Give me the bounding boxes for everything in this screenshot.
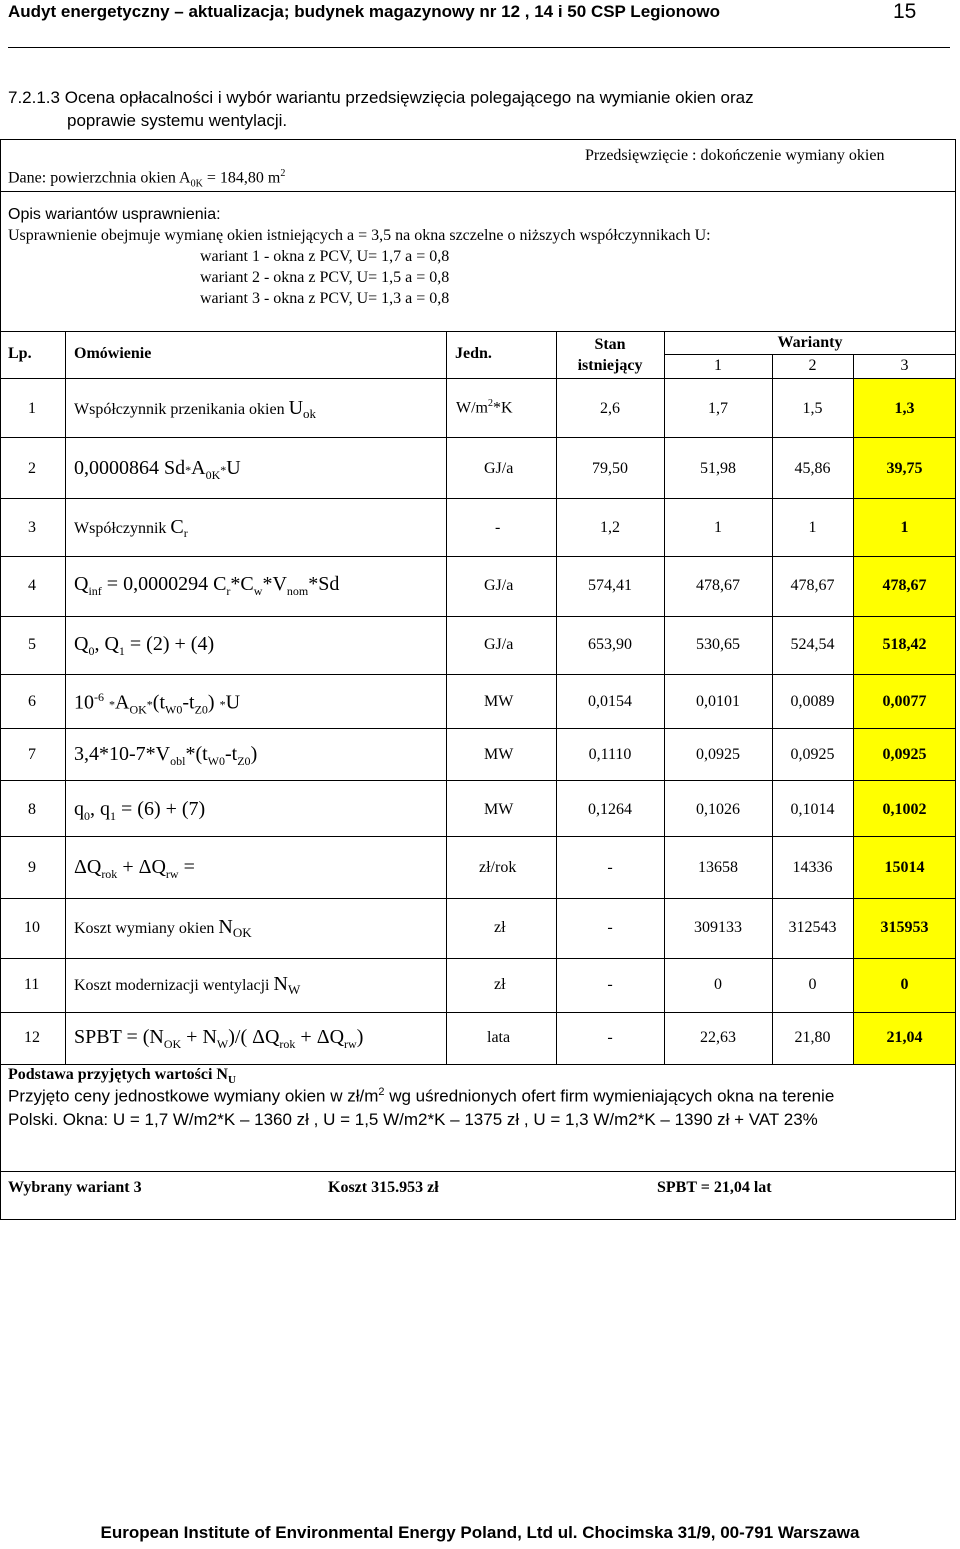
row-4-variant-2: 478,67 — [790, 577, 835, 594]
row-9-lp: 9 — [28, 859, 36, 876]
row-9-variant-3: 15014 — [884, 859, 925, 876]
row-1-variant-3: 1,3 — [894, 400, 915, 417]
row-10-unit: zł — [494, 919, 506, 936]
row-5-existing: 653,90 — [588, 636, 632, 653]
row-5-label: $Q_0$, $Q_1 = (2) + (4)$ — [74, 633, 215, 658]
row-2-variant-2: 45,86 — [794, 460, 831, 477]
row-3-label: Współczynnik $C_r$ — [74, 516, 188, 541]
row-3-variant-1: 1 — [714, 519, 722, 536]
variant-2-description: wariant 2 - okna z PCV, U= 1,5 a = 0,8 — [200, 269, 450, 286]
col-divider-lp — [65, 331, 66, 1064]
row-divider — [0, 616, 956, 617]
row-divider — [0, 378, 956, 379]
row-3-lp: 3 — [28, 519, 36, 536]
row-2-unit: GJ/a — [484, 460, 514, 477]
section-number: 7.2.1.3 — [8, 88, 60, 107]
dane-sub: 0K — [190, 178, 203, 190]
row-11-variant-1: 0 — [714, 976, 722, 993]
page-number: 15 — [893, 0, 917, 23]
variant-3-description: wariant 3 - okna z PCV, U= 1,3 a = 0,8 — [200, 290, 450, 307]
section-heading-line1: Ocena opłacalności i wybór wariantu przedsięwzięcia polegającego na wymianie okien oraz — [64, 88, 754, 107]
row-1-unit: $W/m^2*K$ — [456, 398, 513, 417]
row-12-variant-3: 21,04 — [886, 1029, 923, 1046]
row-2-label: 0,0000864 $Sd*A_{0K}*U$ — [74, 457, 241, 482]
row-4-unit: GJ/a — [484, 577, 514, 594]
variant-3-highlight — [853, 378, 955, 1064]
basis-line-2: Polski. Okna: U = 1,7 W/m2*K – 1360 zł , U = 1,5 W/m2*K – 1375 zł , U = 1,3 W/m2*K – 1390 zł + VAT 23% — [8, 1110, 818, 1129]
row-12-existing: - — [607, 1029, 613, 1046]
row-6-label: $10^{-6}$ $*A_{OK}*(t_{W0}-t_{Z0})$ *U — [74, 690, 241, 717]
row-8-variant-3: 0,1002 — [882, 801, 927, 818]
row-6-existing: 0,0154 — [588, 693, 632, 710]
row-12-unit: lata — [487, 1029, 511, 1046]
row-10-variant-2: 312543 — [788, 919, 837, 936]
row-8-unit: MW — [484, 801, 514, 818]
basis-line-1: Przyjęto ceny jednostkowe wymiany okien w $zł/m^2$ wg uśrednionych ofert firm wymieniających okna na terenie — [8, 1086, 835, 1106]
row-divider — [0, 780, 956, 781]
dane-text: powierzchnia okien A — [50, 169, 191, 187]
row-5-lp: 5 — [28, 636, 36, 653]
row-11-variant-2: 0 — [808, 976, 817, 993]
row-11-existing: - — [607, 976, 613, 993]
row-7-variant-2: 0,0925 — [790, 746, 835, 763]
header-warianty: Warianty — [777, 334, 843, 351]
dane-line — [8, 168, 285, 190]
description-heading: Opis wariantów usprawnienia: — [8, 206, 221, 223]
row-1-label: Współczynnik przenikania okien $U_{ok}$ — [74, 397, 317, 422]
row-3-variant-3: 1 — [900, 519, 909, 536]
row-7-variant-1: 0,0925 — [696, 746, 740, 763]
row-divider — [0, 437, 956, 438]
row-9-existing: - — [607, 859, 613, 876]
row-12-label: SPBT = $(N_{OK} + N_W)/$( $\Delta Q_{rok} + \Delta Q_{rw}$) — [74, 1026, 364, 1051]
description-text: Usprawnienie obejmuje wymianę okien istniejących a = 3,5 na okna szczelne o niższych współczynnikach U: — [8, 227, 711, 244]
row-9-variant-2: 14336 — [792, 859, 833, 876]
row-3-existing: 1,2 — [600, 519, 620, 536]
warianty-divider — [664, 354, 956, 355]
row-8-lp: 8 — [28, 801, 36, 818]
row-10-lp: 10 — [24, 919, 40, 936]
row-7-existing: 0,1110 — [588, 746, 632, 763]
row-9-unit: zł/rok — [479, 859, 517, 876]
row-6-variant-1: 0,0101 — [696, 693, 740, 710]
page-footer: European Institute of Environmental Energy Poland, Ltd ul. Chocimska 31/9, 00-791 Warszawa — [100, 1523, 860, 1542]
row-4-variant-1: 478,67 — [696, 577, 740, 594]
row-4-existing: 574,41 — [588, 577, 632, 594]
row-6-lp: 6 — [28, 693, 36, 710]
row-divider — [0, 556, 956, 557]
header-stan — [556, 334, 664, 376]
row-divider — [0, 674, 956, 675]
row-7-unit: MW — [484, 746, 514, 763]
header-variant-3: 3 — [900, 357, 909, 374]
dane-value: = 184,80 m — [206, 169, 281, 187]
row-5-variant-2: 524,54 — [790, 636, 835, 653]
col-divider-omowienie — [446, 331, 447, 1064]
row-8-variant-2: 0,1014 — [790, 801, 835, 818]
row-7-variant-3: 0,0925 — [882, 746, 927, 763]
row-6-unit: MW — [484, 693, 514, 710]
row-10-variant-3: 315953 — [880, 919, 929, 936]
row-divider — [0, 1012, 956, 1013]
row-9-variant-1: 13658 — [698, 859, 738, 876]
row-2-lp: 2 — [28, 460, 36, 477]
row-1-variant-1: 1,7 — [708, 400, 728, 417]
basis-heading: Podstawa przyjętych wartości $N_U$ — [8, 1066, 236, 1087]
section-heading-line2: poprawie systemu wentylacji. — [67, 111, 288, 130]
row-2-variant-3: 39,75 — [886, 460, 923, 477]
document-header-title: Audyt energetyczny – aktualizacja; budynek magazynowy nr 12 , 14 i 50 CSP Legionowo — [8, 2, 721, 21]
selected-spbt: SPBT = 21,04 lat — [657, 1179, 772, 1196]
row-12-lp: 12 — [24, 1029, 40, 1046]
dane-sup: 2 — [280, 168, 286, 179]
header-jedn: Jedn. — [455, 345, 492, 362]
row-11-variant-3: 0 — [900, 976, 909, 993]
row-8-label: $q_0$, $q_1 = (6) + (7)$ — [74, 798, 206, 823]
row-divider — [0, 498, 956, 499]
row-5-unit: GJ/a — [484, 636, 514, 653]
header-variant-2: 2 — [808, 357, 817, 374]
header-divider — [8, 47, 950, 48]
row-11-unit: zł — [494, 976, 506, 993]
header-lp: Lp. — [8, 345, 32, 362]
row-7-lp: 7 — [28, 746, 36, 763]
selected-variant: Wybrany wariant 3 — [8, 1179, 142, 1196]
row-10-variant-1: 309133 — [694, 919, 742, 936]
variant-1-description: wariant 1 - okna z PCV, U= 1,7 a = 0,8 — [200, 248, 450, 265]
row-divider — [0, 898, 956, 899]
header-stan-line2: istniejący — [577, 357, 643, 374]
row-8-variant-1: 0,1026 — [696, 801, 740, 818]
project-name: Przedsięwzięcie : dokończenie wymiany okien — [585, 147, 885, 164]
row-divider — [0, 958, 956, 959]
row-10-existing: - — [607, 919, 613, 936]
row-1-variant-2: 1,5 — [802, 400, 823, 417]
row-12-variant-2: 21,80 — [794, 1029, 831, 1046]
row-4-variant-3: 478,67 — [882, 577, 927, 594]
row-3-variant-2: 1 — [808, 519, 817, 536]
row-11-label: Koszt modernizacji wentylacji $N_W$ — [74, 973, 301, 998]
row-divider — [0, 728, 956, 729]
header-variant-1: 1 — [714, 357, 722, 374]
row-7-label: $3,4*10-7*V_{obl}*(t_{W0}-t_{Z0})$ — [74, 743, 258, 768]
row-2-existing: 79,50 — [592, 460, 628, 477]
row-4-label: $Q_{inf} = 0,0000294$ $C_r*C_w*V_{nom}*Sd$ — [74, 573, 340, 598]
row-5-variant-1: 530,65 — [696, 636, 740, 653]
row-6-variant-3: 0,0077 — [882, 693, 927, 710]
header-omowienie: Omówienie — [74, 345, 152, 362]
row-5-variant-3: 518,42 — [882, 636, 927, 653]
row-6-variant-2: 0,0089 — [790, 693, 835, 710]
section-heading — [8, 86, 950, 132]
row-10-label: Koszt wymiany okien $N_{OK}$ — [74, 916, 252, 941]
header-stan-line1: Stan — [594, 336, 626, 353]
row-4-lp: 4 — [28, 577, 36, 594]
row-divider — [0, 836, 956, 837]
row-12-variant-1: 22,63 — [700, 1029, 736, 1046]
row-11-lp: 11 — [24, 976, 40, 993]
row-1-existing: 2,6 — [600, 400, 620, 417]
summary-box — [0, 1171, 956, 1220]
row-3-unit: - — [495, 519, 501, 536]
row-9-label: $\Delta Q_{rok} + \Delta Q_{rw}$ = — [74, 856, 195, 881]
row-2-variant-1: 51,98 — [700, 460, 736, 477]
dane-label: Dane: — [8, 169, 47, 187]
selected-cost: Koszt 315.953 zł — [328, 1179, 439, 1196]
row-8-existing: 0,1264 — [588, 801, 632, 818]
row-1-lp: 1 — [28, 400, 36, 417]
